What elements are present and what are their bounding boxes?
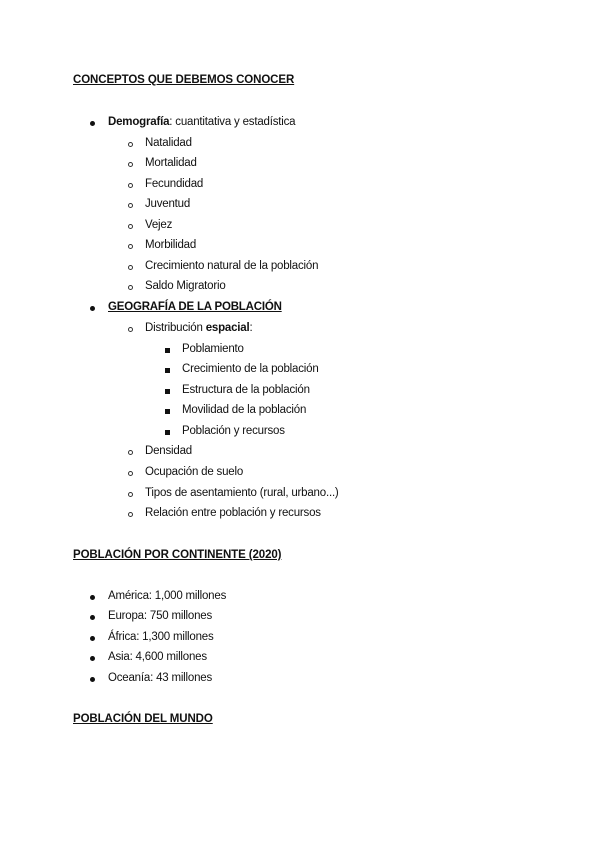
bullet-circle-icon (128, 471, 133, 476)
bullet-circle-icon (128, 265, 133, 270)
demografia-description: : cuantitativa y estadística (169, 116, 296, 128)
bullet-circle-icon (128, 450, 133, 455)
bullet-square-icon (165, 348, 170, 353)
bullet-circle-icon (128, 183, 133, 188)
distribucion-bold: espacial (205, 322, 250, 334)
bullet-disc-icon (90, 121, 95, 126)
distribucion-suffix: : (249, 322, 253, 334)
bullet-circle-icon (128, 142, 133, 147)
bullet-circle-icon (128, 512, 133, 517)
bullet-disc-icon (90, 615, 95, 620)
bullet-circle-icon (128, 244, 133, 249)
bullet-disc-icon (90, 677, 95, 682)
bullet-square-icon (165, 389, 170, 394)
bullet-square-icon (165, 430, 170, 435)
bullet-circle-icon (128, 285, 133, 290)
bullet-disc-icon (90, 636, 95, 641)
section-heading-mundo: POBLACIÓN DEL MUNDO (73, 713, 213, 725)
distribucion-prefix: Distribución (145, 322, 206, 334)
term-demografia: Demografía (108, 116, 170, 128)
section-heading-continente: POBLACIÓN POR CONTINENTE (2020) (73, 549, 282, 561)
bullet-disc-icon (90, 306, 95, 311)
bullet-circle-icon (128, 224, 133, 229)
document-page: CONCEPTOS QUE DEBEMOS CONOCER Demografía: cuantitativa y estadística Natalidad Mortalidad Fecundidad Juventud Vejez Morbilidad Crecimiento natural de la población Saldo Migratorio GEOGRAFÍA DE LA POBLACIÓN Distribución espacial: Poblamiento Crecimiento de la población Estructura de la población Movilidad de la población Población y recursos Densidad Ocupación de suelo Tipos de asentamiento (rural, urbano...) Relación entre población y recursos POBLACIÓN POR CONTINENTE (2020) América: 1,000 millones Europa: 750 millones África: 1,300 millones Asia: 4,600 millones Oceanía: 43 millones POBLACIÓN DEL MUNDO (73, 74, 339, 725)
bullet-circle-icon (128, 492, 133, 497)
bullet-square-icon (165, 409, 170, 414)
bullet-circle-icon (128, 327, 133, 332)
bullet-circle-icon (128, 162, 133, 167)
bullet-disc-icon (90, 656, 95, 661)
section-heading-conceptos: CONCEPTOS QUE DEBEMOS CONOCER (73, 74, 295, 86)
bullet-square-icon (165, 368, 170, 373)
bullet-circle-icon (128, 203, 133, 208)
bullet-disc-icon (90, 595, 95, 600)
geografia-title: GEOGRAFÍA DE LA POBLACIÓN (108, 301, 282, 313)
